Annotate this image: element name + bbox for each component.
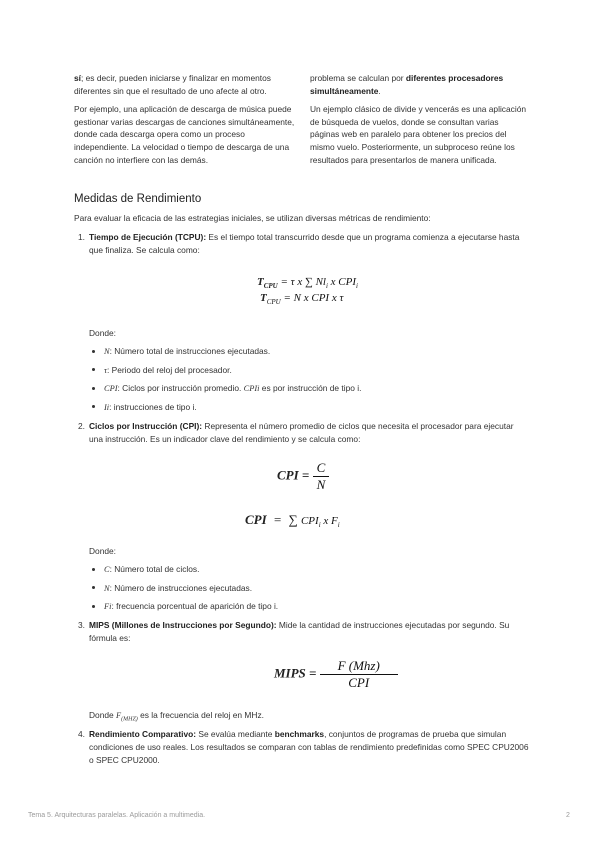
tcpu-formula-1: $T_{CPU} = \tau$ x ∑ $Nl_i$ x $CPI_i$ [257, 276, 358, 291]
item-1-text: Tiempo de Ejecución (TCPU): Es el tiempo total transcurrido desde que un programa comienza a ejecutarse hasta que finaliza. Se calcula como: [89, 232, 520, 256]
footer-text: Tema 5. Arquitecturas paralelas. Aplicación a multimedia. [28, 812, 206, 819]
cpi-formula-1: CPI = $\frac{C}{N}$ [277, 460, 329, 493]
list-item: CPI: Ciclos por instrucción promedio. CPIi es por instrucción de tipo i. [89, 382, 529, 401]
item-3-number: 3. [78, 620, 85, 630]
section-title: Medidas de Rendimiento [74, 193, 202, 205]
right-paragraph-1: problema se calculan por diferentes procesadores simultáneamente. [310, 73, 504, 96]
item-1-bullet-list [89, 345, 529, 419]
tcpu-formula-2: $T_{CPU} = N$ x CPI x τ [260, 292, 344, 307]
left-paragraph-2: Por ejemplo, una aplicación de descarga de música puede gestionar varias descargas de canciones simultáneamente, donde cada descarga opera como un proceso independiente. La velocidad o tiempo de descarga de una canción no interfiere con las demás. [74, 104, 295, 165]
section-intro: Para evaluar la eficacia de las estrategias iniciales, se utilizan diversas métricas de rendimiento: [74, 213, 431, 223]
item-2-text: Ciclos por Instrucción (CPI): Representa el número promedio de ciclos que necesita el procesador para ejecutar una instrucción. Es un indicador clave del rendimiento y se calcula como: [89, 421, 514, 445]
item-1-number: 1. [78, 232, 85, 242]
item-4-number: 4. [78, 729, 85, 739]
item-2-bullet-list [89, 563, 529, 619]
item-1-donde: Donde: [89, 328, 117, 338]
right-paragraph-2: Un ejemplo clásico de divide y vencerás es una aplicación de búsqueda de vuelos, donde se consultan varias páginas web en paralelo para obtener los precios del mismo vuelo. Posteriormente, un subproceso reúne los resultados para presentarlos de manera unificada. [310, 104, 527, 165]
list-item: N: Número de instrucciones ejecutadas. [89, 582, 529, 601]
item-4-text: Rendimiento Comparativo: Se evalúa mediante benchmarks, conjuntos de programas de prueba que simulan condiciones de uso reales. Los resultados se comparan con tablas de rendimiento predefinidas como SPEC CPU2006 o SPEC CPU2000. [89, 729, 529, 766]
left-column [74, 72, 296, 172]
list-item: Ii: instrucciones de tipo i. [89, 401, 529, 420]
item-2-number: 2. [78, 421, 85, 431]
list-item: Fi: frecuencia porcentual de aparición de tipo i. [89, 600, 529, 619]
cpi-formula-2: CPI = ∑ $CPI_i$ x $F_i$ [245, 512, 340, 530]
item-3-donde: Donde $F_{(MHZ)}$ es la frecuencia del reloj en MHz. [89, 710, 264, 723]
mips-formula: MIPS = $\frac{\text{F (Mhz)}}{\text{CPI}}$ [274, 658, 398, 691]
list-item: C: Número total de ciclos. [89, 563, 529, 582]
page-number: 2 [566, 812, 570, 819]
right-column [310, 72, 528, 172]
left-paragraph-1: sí; es decir, pueden iniciarse y finalizar en momentos diferentes sin que el resultado de uno afecte al otro. [74, 73, 271, 96]
list-item: N: Número total de instrucciones ejecutadas. [89, 345, 529, 364]
list-item: τ: Periodo del reloj del procesador. [89, 364, 529, 383]
item-2-donde: Donde: [89, 546, 117, 556]
item-3-text: MIPS (Millones de Instrucciones por Segundo): Mide la cantidad de instrucciones ejecutadas por segundo. Su fórmula es: [89, 620, 510, 644]
